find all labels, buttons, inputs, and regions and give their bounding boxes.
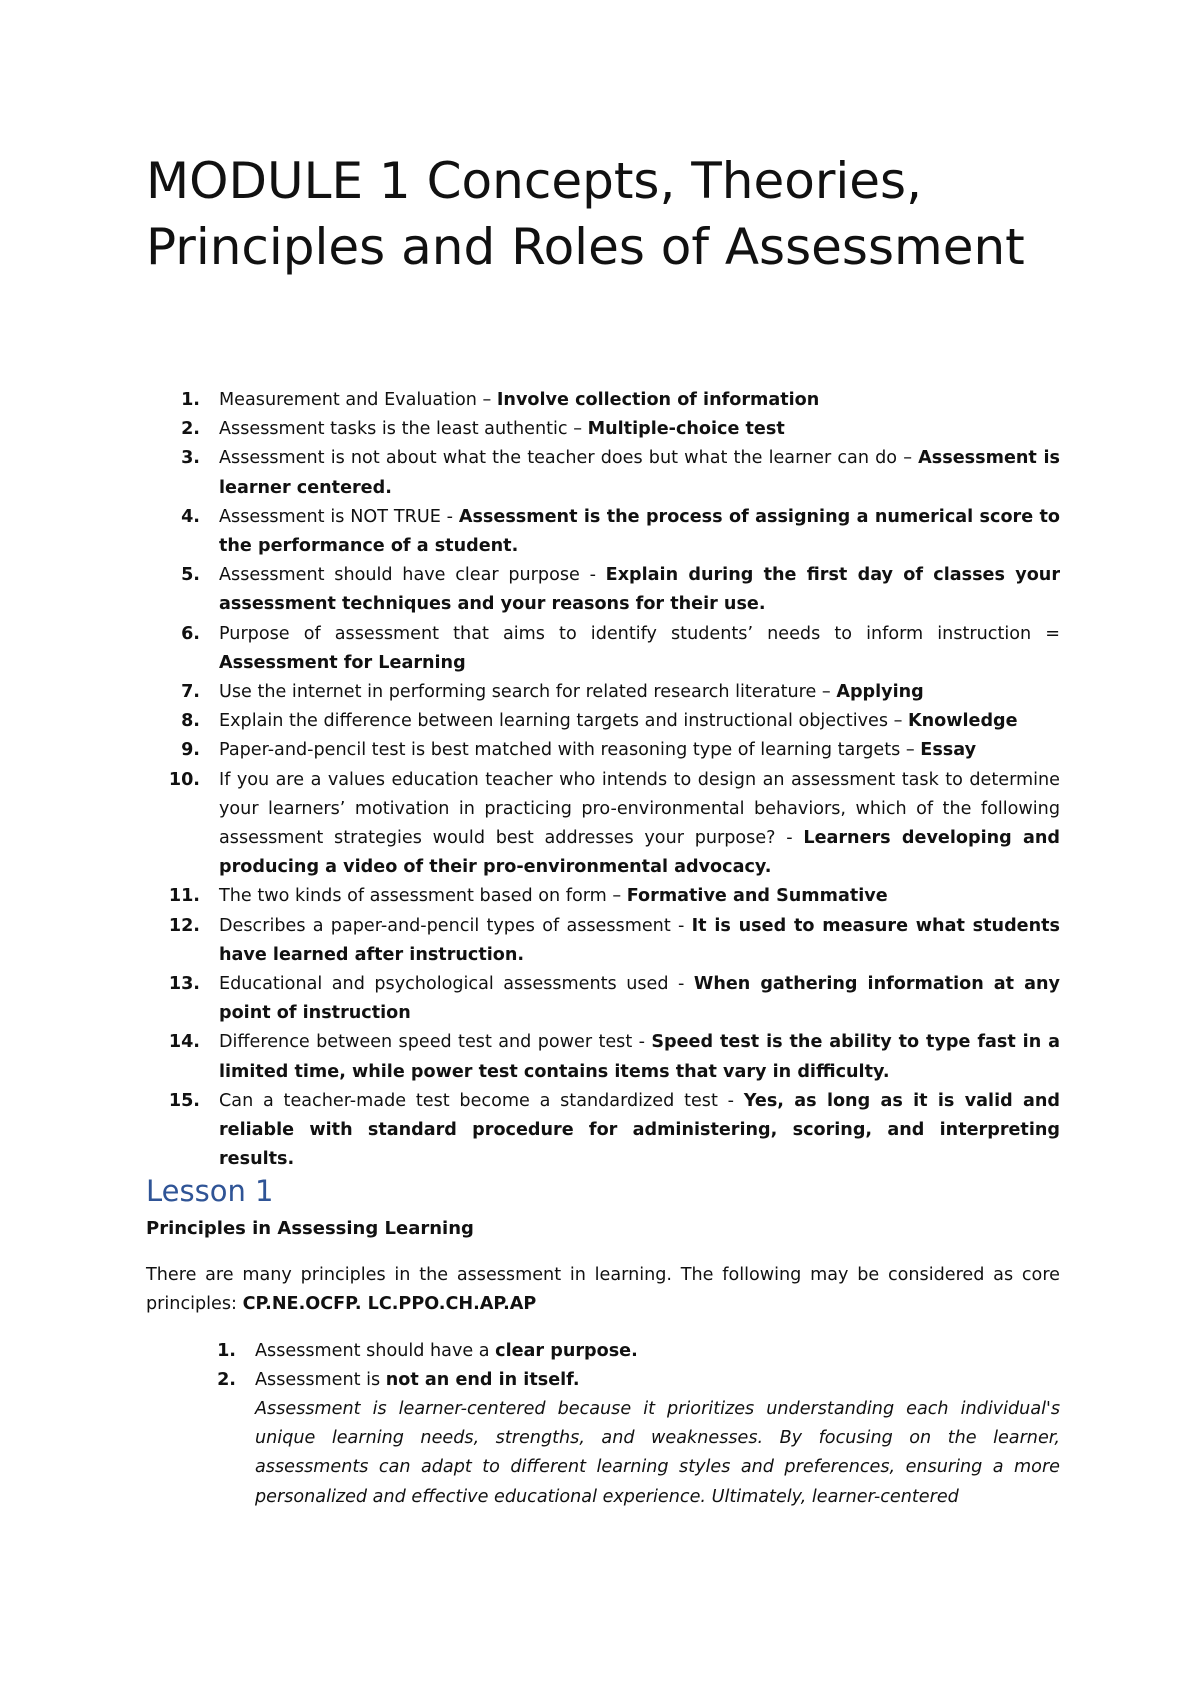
list-item	[146, 678, 1060, 707]
answer-text: Formative and Summative	[626, 886, 888, 907]
list-item	[146, 882, 1060, 911]
answer-text: Assessment is learner centered.	[219, 448, 1060, 498]
principle-text: Assessment should have a	[255, 1341, 496, 1361]
list-item	[146, 561, 1060, 619]
question-text: Measurement and Evaluation –	[219, 390, 497, 410]
answer-text: Involve collection of information	[496, 390, 820, 410]
list-item	[146, 912, 1060, 970]
item-number: 4.	[181, 506, 200, 527]
item-number: 8.	[181, 711, 200, 732]
list-item	[146, 386, 1060, 415]
principles-code: CP.NE.OCFP. LC.PPO.CH.AP.AP	[242, 1294, 537, 1315]
item-number: 15.	[168, 1090, 200, 1111]
question-text: Use the internet in performing search for related research literature –	[219, 682, 837, 703]
question-text: Describes a paper-and-pencil types of assessment -	[219, 915, 692, 936]
question-text: Assessment is NOT TRUE -	[219, 506, 459, 527]
item-number: 10.	[168, 769, 200, 790]
answer-text: Yes, as long as it is valid and reliable with standard procedure for administering, scoring, and interpreting results.	[219, 1090, 1060, 1170]
principle-emphasis: clear purpose.	[495, 1341, 638, 1361]
list-item	[146, 970, 1060, 1028]
question-text: Educational and psychological assessments used -	[219, 974, 694, 995]
item-number: 1.	[181, 390, 200, 410]
question-text: Assessment tasks is the least authentic –	[219, 419, 588, 440]
list-item	[146, 415, 1060, 444]
list-item	[146, 766, 1060, 883]
item-number: 3.	[181, 448, 200, 469]
list-item	[146, 1366, 1060, 1395]
question-text: Explain the difference between learning targets and instructional objectives –	[219, 711, 908, 732]
list-item	[146, 1337, 1060, 1366]
item-number: 13.	[168, 974, 200, 995]
question-text: Difference between speed test and power test -	[219, 1032, 652, 1053]
review-question-list	[146, 386, 1060, 1174]
question-text: Paper-and-pencil test is best matched with reasoning type of learning targets –	[219, 740, 921, 761]
question-text: The two kinds of assessment based on form –	[219, 886, 627, 907]
item-number: 1.	[217, 1341, 236, 1361]
module-title: MODULE 1 Concepts, Theories, Principles and Roles of Assessment	[146, 152, 1025, 276]
list-item	[146, 620, 1060, 678]
item-number: 6.	[181, 623, 200, 644]
answer-text: It is used to measure what students have learned after instruction.	[219, 915, 1060, 965]
item-number: 12.	[168, 915, 200, 936]
lesson-subheading: Principles in Assessing Learning	[146, 1218, 474, 1239]
question-text: If you are a values education teacher who intends to design an assessment task to determine your learners’ motivation in practicing pro-environmental behaviors, which of the following assessment strategies would best addresses your purpose? -	[219, 769, 1060, 849]
answer-text: Assessment is the process of assigning a numerical score to the performance of a student.	[219, 506, 1061, 557]
lesson-heading: Lesson 1	[146, 1174, 274, 1208]
answer-text: Assessment for Learning	[219, 652, 466, 673]
item-number: 2.	[217, 1370, 236, 1391]
answer-text: Multiple-choice test	[587, 419, 785, 440]
question-text: Purpose of assessment that aims to identify students’ needs to inform instruction =	[219, 623, 1060, 644]
answer-text: Explain during the first day of classes your assessment techniques and your reasons for their use.	[219, 565, 1060, 615]
item-number: 7.	[181, 682, 200, 703]
principles-list	[146, 1337, 1060, 1395]
principle-emphasis: not an end in itself.	[385, 1370, 580, 1391]
question-text: Assessment should have clear purpose -	[219, 565, 606, 586]
principle-description: Assessment is learner-centered because it prioritizes understanding each individual's unique learning needs, strengths, and weaknesses. By focusing on the learner, assessments can adapt to different learning styles and preferences, ensuring a more personalized and effective educational experience. Ultimately, learner-centered	[255, 1399, 1060, 1507]
principle-text: Assessment is	[255, 1370, 386, 1391]
list-item	[146, 1087, 1060, 1175]
list-item	[146, 736, 1060, 765]
item-number: 2.	[181, 419, 200, 440]
list-item	[146, 1028, 1060, 1086]
intro-text: There are many principles in the assessment in learning. The following may be considered as core principles:	[146, 1265, 1060, 1315]
answer-text: Essay	[920, 740, 977, 761]
list-item	[146, 503, 1060, 561]
answer-text: When gathering information at any point of instruction	[219, 974, 1060, 1024]
list-item	[146, 707, 1060, 736]
answer-text: Learners developing and producing a video of their pro-environmental advocacy.	[219, 828, 1060, 878]
lesson-intro	[146, 1261, 1060, 1319]
item-number: 9.	[181, 740, 200, 761]
answer-text: Knowledge	[907, 711, 1018, 732]
question-text: Assessment is not about what the teacher does but what the learner can do –	[219, 448, 919, 469]
answer-text: Speed test is the ability to type fast in a limited time, while power test contains items that vary in difficulty.	[219, 1032, 1061, 1082]
list-item	[146, 444, 1060, 502]
question-text: Can a teacher-made test become a standardized test -	[219, 1090, 744, 1111]
item-number: 5.	[181, 565, 200, 586]
item-number: 14.	[168, 1032, 200, 1053]
answer-text: Applying	[836, 682, 924, 703]
item-number: 11.	[168, 886, 200, 907]
